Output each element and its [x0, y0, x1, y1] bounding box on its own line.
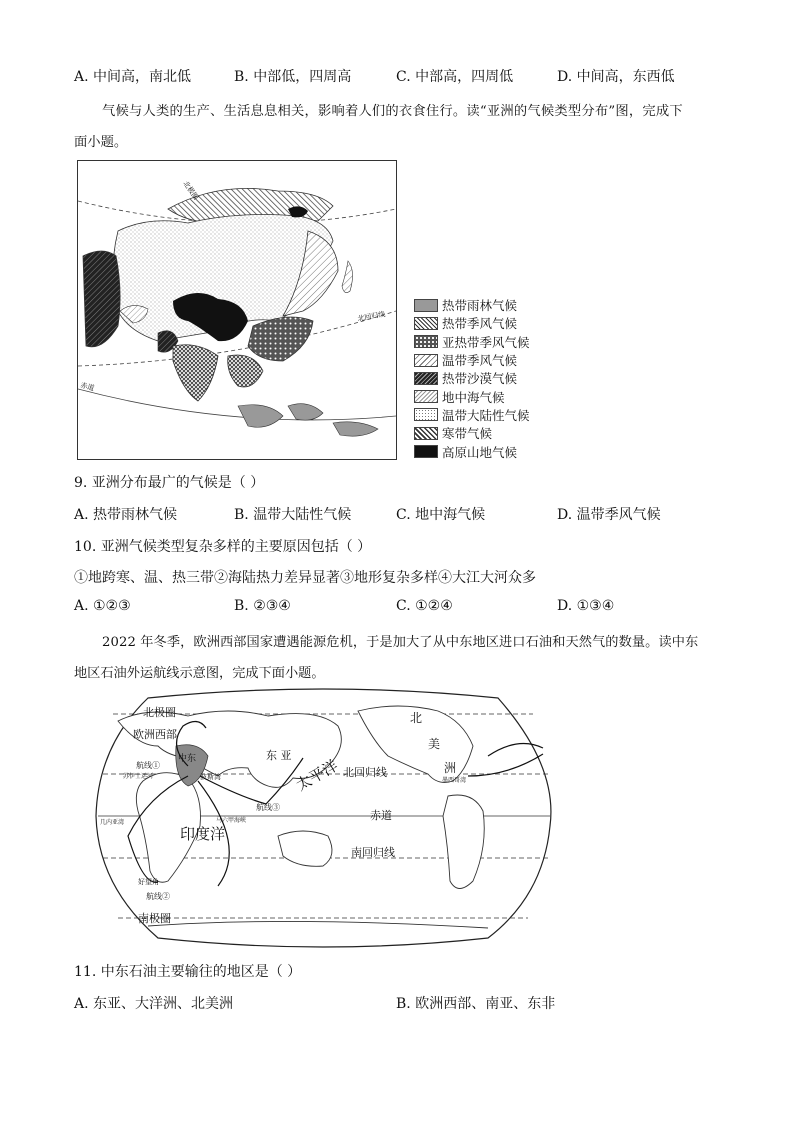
world-label-arctic: 北极圈: [143, 706, 176, 719]
q10-option-c[interactable]: C. ①②④: [396, 598, 453, 614]
legend-label: 亚热带季风气候: [442, 334, 530, 350]
question-9-stem: 9. 亚洲分布最广的气候是（ ）: [74, 475, 265, 491]
climate-legend: [414, 296, 530, 461]
legend-label: 热带沙漠气候: [442, 371, 518, 387]
asia-label-tropic: 北回归线: [356, 310, 386, 323]
world-map-svg: [88, 686, 558, 950]
world-label-america-mei: 美: [428, 737, 441, 751]
world-label-route1: 航线①: [136, 761, 160, 770]
world-label-antarctic: 南极圈: [138, 912, 171, 925]
asia-climate-map: [77, 160, 397, 460]
q10-option-b[interactable]: B. ②③④: [234, 598, 291, 614]
asia-map-svg: [78, 161, 396, 459]
legend-item: [414, 314, 530, 332]
legend-swatch-subtropical-monsoon: [414, 335, 438, 348]
intro-line-1: 气候与人类的生产、生活息息相关，影响着人们的衣食住行。读“亚洲的气候类型分布”图，完成下: [102, 104, 683, 119]
world-label-tropic-cancer: 北回归线: [343, 766, 387, 779]
option-c[interactable]: C. 中部高，四周低: [396, 69, 514, 85]
world-label-equator: 赤道: [370, 809, 392, 822]
asia-label-equator: 赤道: [79, 381, 96, 393]
q11-option-b[interactable]: B. 欧洲西部、南亚、东非: [396, 996, 556, 1012]
legend-label: 热带季风气候: [442, 316, 518, 332]
world-label-suez: 苏伊士运河: [123, 773, 154, 780]
q9-option-c[interactable]: C. 地中海气候: [396, 507, 486, 523]
world-label-gulf-guinea: 几内亚湾: [100, 819, 125, 826]
legend-swatch-mediterranean: [414, 390, 438, 403]
world-label-persian-gulf: 波斯湾: [200, 773, 221, 781]
legend-swatch-tropical-monsoon: [414, 317, 438, 330]
legend-item: [414, 333, 530, 351]
q9-option-b[interactable]: B. 温带大陆性气候: [234, 507, 352, 523]
intro2-line-2: 地区石油外运航线示意图，完成下面小题。: [74, 666, 325, 681]
question-10-stem: 10. 亚洲气候类型复杂多样的主要原因包括（ ）: [74, 539, 372, 555]
world-label-middle-east: 中东: [178, 754, 197, 764]
legend-item: [414, 406, 530, 424]
question-10-statements: ①地跨寒、温、热三带②海陆热力差异显著③地形复杂多样④大江大河众多: [74, 570, 536, 586]
legend-label: 温带大陆性气候: [442, 407, 530, 423]
world-label-pacific: 太平洋: [293, 756, 341, 795]
legend-swatch-polar: [414, 427, 438, 440]
world-label-cape: 好望角: [138, 878, 159, 886]
world-label-malacca: 马六甲海峡: [216, 817, 247, 824]
world-label-north: 北: [410, 711, 423, 725]
world-label-indian-ocean: 印度洋: [180, 825, 226, 843]
legend-label: 热带雨林气候: [442, 298, 518, 314]
legend-item: [414, 442, 530, 460]
world-label-east-asia: 东 亚: [266, 749, 292, 762]
option-a[interactable]: A. 中间高，南北低: [74, 69, 192, 85]
q9-option-a[interactable]: A. 热带雨林气候: [74, 507, 178, 523]
legend-label: 地中海气候: [442, 389, 505, 405]
q10-option-a[interactable]: A. ①②③: [74, 598, 131, 614]
asia-label-arctic: 北极圈: [181, 179, 200, 202]
legend-item: [414, 387, 530, 405]
world-label-america-zhou: 洲: [444, 761, 457, 775]
q11-option-a[interactable]: A. 东亚、大洋洲、北美洲: [74, 996, 234, 1012]
legend-label: 高原山地气候: [442, 444, 518, 460]
legend-swatch-highland: [414, 445, 438, 458]
legend-swatch-continental: [414, 408, 438, 421]
q9-option-d[interactable]: D. 温带季风气候: [557, 507, 661, 523]
oil-route-map: [88, 686, 558, 950]
option-b[interactable]: B. 中部低，四周高: [234, 69, 352, 85]
q10-option-d[interactable]: D. ①③④: [557, 598, 615, 614]
question-11-stem: 11. 中东石油主要输往的地区是（ ）: [74, 964, 302, 980]
legend-swatch-temperate-monsoon: [414, 354, 438, 367]
legend-item: [414, 424, 530, 442]
intro-line-2: 面小题。: [74, 135, 128, 150]
legend-label: 温带季风气候: [442, 353, 518, 369]
world-label-tropic-capricorn: 南回归线: [351, 846, 395, 859]
world-label-west-europe: 欧洲西部: [133, 728, 177, 741]
legend-label: 寒带气候: [442, 426, 493, 442]
legend-swatch-rainforest: [414, 299, 438, 312]
world-label-route2: 航线②: [146, 892, 170, 901]
option-d[interactable]: D. 中间高，东西低: [557, 69, 675, 85]
legend-item: [414, 351, 530, 369]
legend-swatch-desert: [414, 372, 438, 385]
intro2-line-1: 2022 年冬季，欧洲西部国家遭遇能源危机，于是加大了从中东地区进口石油和天然气的数量。读中东: [102, 635, 699, 650]
legend-item: [414, 296, 530, 314]
world-label-route3: 航线③: [256, 803, 280, 812]
world-label-mexico-gulf: 墨西哥湾: [442, 777, 467, 784]
legend-item: [414, 369, 530, 387]
